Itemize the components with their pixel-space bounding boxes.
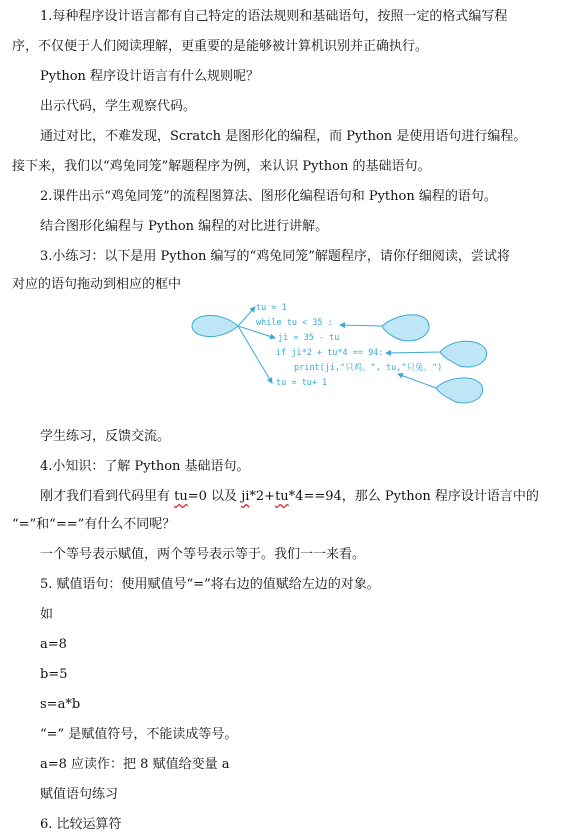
paragraph-8: 学生练习，反馈交流。 bbox=[40, 429, 171, 444]
paragraph-4-line-2: 接下来，我们以“鸡兔同笼”解题程序为例，来认识 Python 的基础语句。 bbox=[12, 159, 431, 174]
paragraph-5: 2.课件出示“鸡兔同笼”的流程图算法、图形化编程语句和 Python 编程的语句。 bbox=[40, 189, 497, 204]
paragraph-15: b=5 bbox=[40, 667, 68, 682]
p10-text-mid2: *2+ bbox=[249, 489, 276, 504]
paragraph-14: a=8 bbox=[40, 637, 67, 652]
code-line-4: if ji*2 + tu*4 == 94: bbox=[276, 348, 384, 358]
paragraph-7-line-2: 对应的语句拖动到相应的框中 bbox=[12, 277, 182, 292]
paragraph-18: a=8 应读作：把 8 赋值给变量 a bbox=[40, 757, 230, 772]
p10-text-post: *4==94，那么 Python 程序设计语言中的 bbox=[288, 489, 539, 504]
p10-var-ji: ji bbox=[241, 489, 250, 504]
paragraph-19: 赋值语句练习 bbox=[40, 787, 119, 802]
paragraph-10-line-1 bbox=[40, 488, 539, 506]
paragraph-2: Python 程序设计语言有什么规则呢？ bbox=[40, 69, 260, 84]
paragraph-9: 4.小知识：了解 Python 基础语句。 bbox=[40, 459, 250, 474]
paragraph-1-line-1: 1.每种程序设计语言都有自己特定的语法规则和基础语句，按照一定的格式编写程 bbox=[40, 9, 508, 24]
right-bottom-drop-target[interactable] bbox=[436, 378, 483, 403]
p10-var-tu-2: tu bbox=[275, 489, 289, 504]
p10-var-tu: tu bbox=[174, 489, 188, 504]
paragraph-16: s=a*b bbox=[40, 697, 81, 712]
left-drop-target[interactable] bbox=[192, 315, 238, 336]
code-line-2: while tu < 35 : bbox=[256, 318, 333, 328]
code-line-6: tu = tu+ 1 bbox=[276, 378, 328, 388]
p10-text-mid1: =0 以及 bbox=[187, 489, 242, 504]
paragraph-13: 如 bbox=[40, 607, 54, 622]
paragraph-6: 结合图形化编程与 Python 编程的对比进行讲解。 bbox=[40, 219, 329, 234]
paragraph-1-line-2: 序，不仅便于人们阅读理解，更重要的是能够被计算机识别并正确执行。 bbox=[12, 39, 429, 54]
code-line-3: ji = 35 - tu bbox=[278, 333, 340, 343]
paragraph-17: “=” 是赋值符号，不能读成等号。 bbox=[40, 727, 238, 742]
paragraph-4-line-1: 通过对比，不难发现，Scratch 是图形化的编程，而 Python 是使用语句进行编程。 bbox=[40, 129, 527, 144]
code-matching-diagram bbox=[190, 296, 500, 408]
p10-text-pre: 刚才我们看到代码里有 bbox=[40, 489, 175, 504]
right-top-drop-target[interactable] bbox=[382, 315, 429, 341]
paragraph-7-line-1: 3.小练习：以下是用 Python 编写的“鸡兔同笼”解题程序，请你仔细阅读，尝试将 bbox=[40, 249, 510, 264]
code-line-1: tu = 1 bbox=[256, 303, 287, 313]
code-line-5: print(ji,"只鸡。", tu,"只兔。") bbox=[294, 363, 443, 373]
paragraph-11: 一个等号表示赋值，两个等号表示等于。我们一一来看。 bbox=[40, 547, 366, 562]
paragraph-10-line-2: “=”和“==”有什么不同呢？ bbox=[12, 517, 176, 532]
paragraph-12: 5. 赋值语句：使用赋值号“=”将右边的值赋给左边的对象。 bbox=[40, 577, 380, 592]
paragraph-20: 6. 比较运算符 bbox=[40, 817, 122, 832]
paragraph-3: 出示代码，学生观察代码。 bbox=[40, 99, 197, 114]
right-middle-drop-target[interactable] bbox=[440, 341, 487, 367]
